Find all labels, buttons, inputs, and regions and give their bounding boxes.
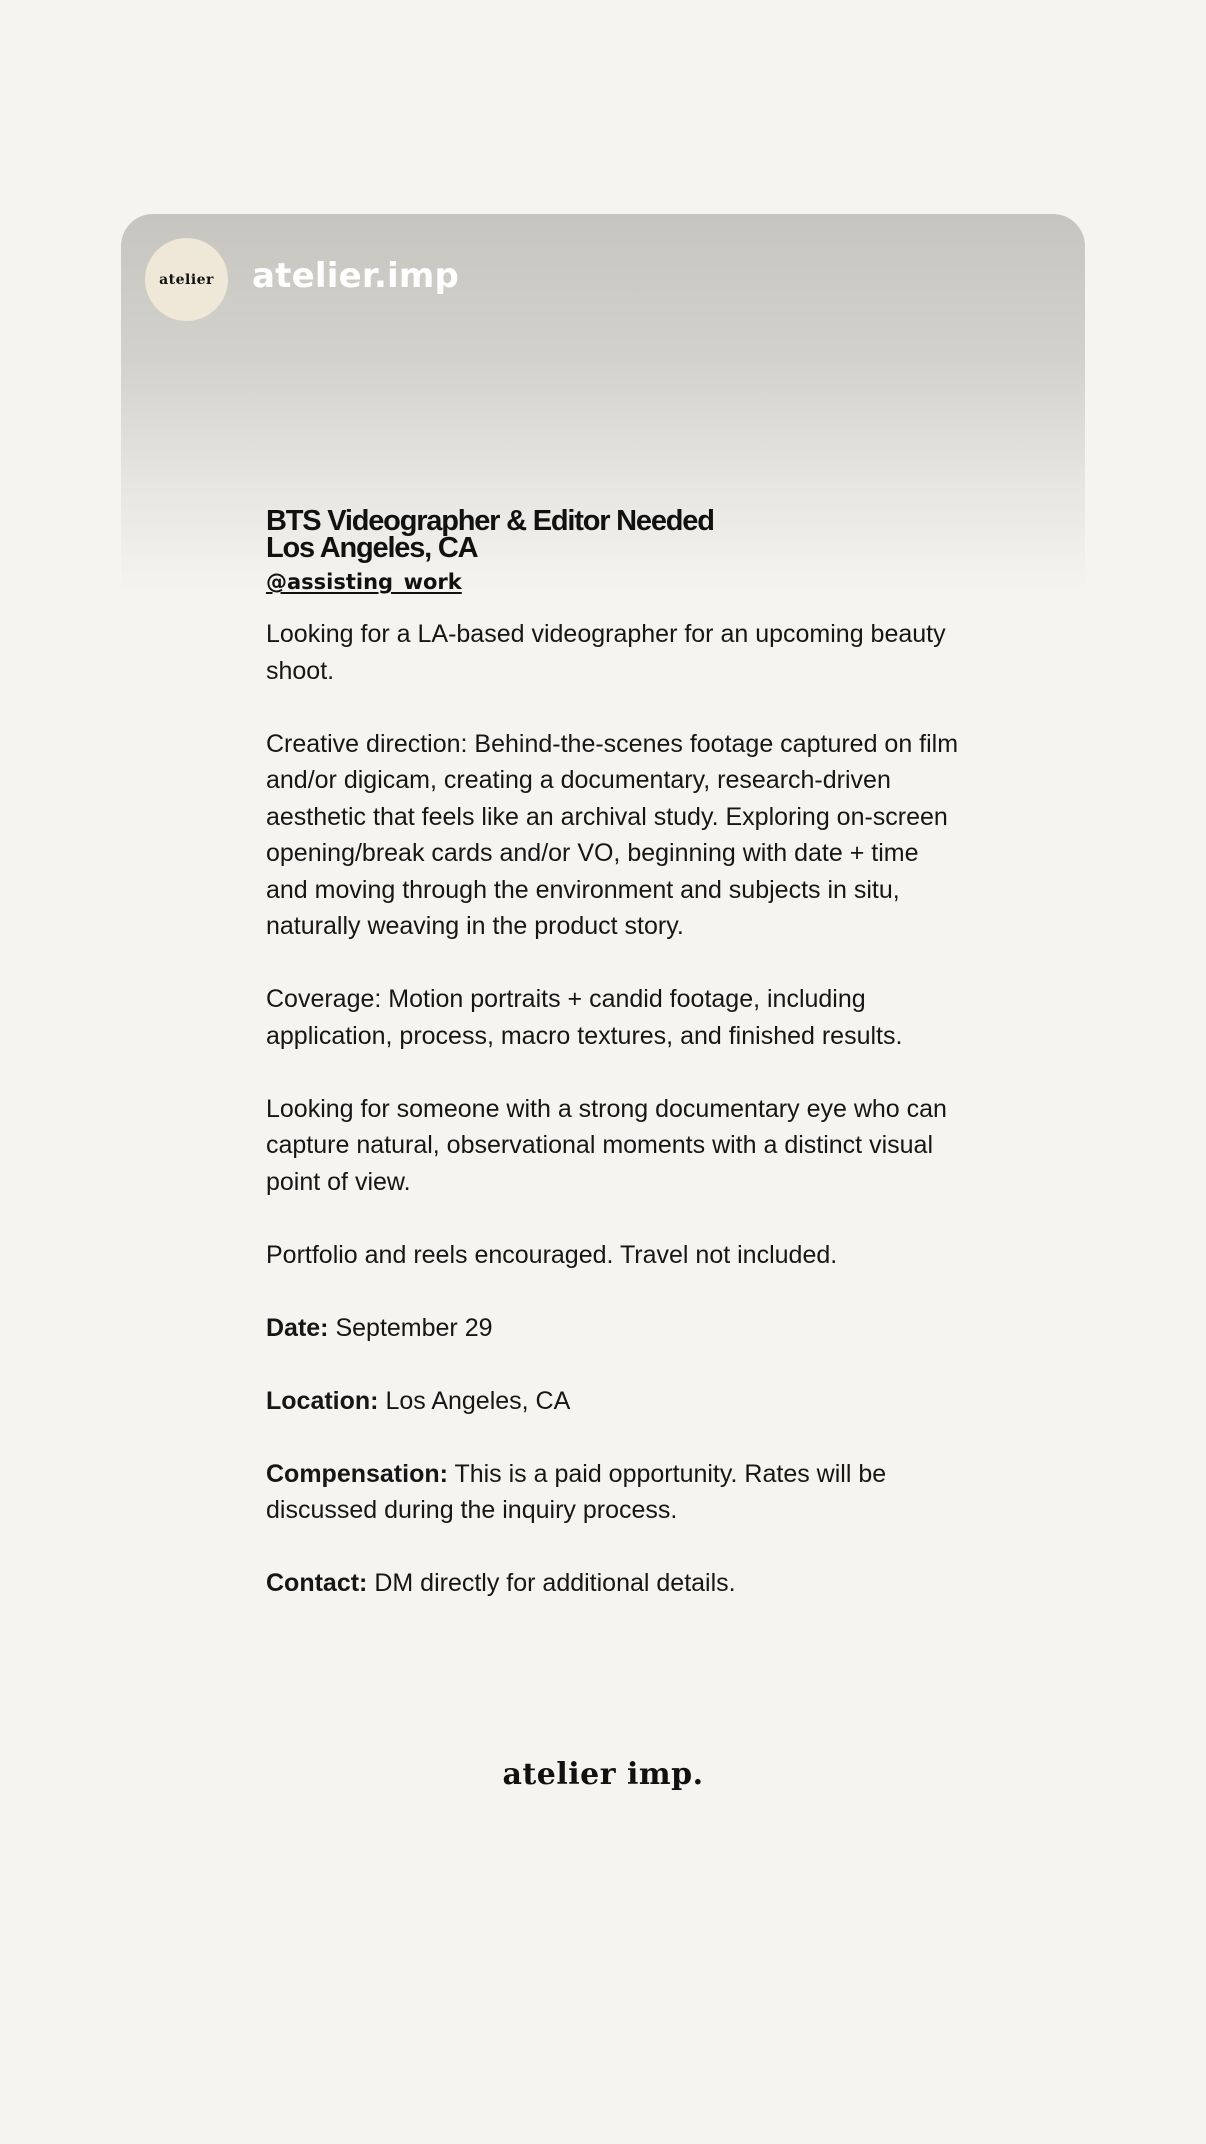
detail-date-label: Date:	[266, 1313, 329, 1342]
detail-compensation-value: This is a paid opportunity. Rates will be discussed during the inquiry process.	[266, 1459, 887, 1524]
post-title-line2: Los Angeles, CA	[266, 532, 478, 564]
detail-compensation	[266, 1456, 966, 1529]
detail-location-label: Location:	[266, 1386, 379, 1415]
detail-date	[266, 1310, 966, 1347]
avatar-logo: atelier	[159, 271, 214, 288]
footer-logo: atelier imp.	[502, 1757, 704, 1792]
detail-contact-value: DM directly for additional details.	[367, 1569, 736, 1597]
post-title	[266, 505, 966, 564]
paragraph-creative-direction: Creative direction: Behind-the-scenes footage captured on film and/or digicam, creating a documentary, research-driven aesthetic that feels like an archival study. Exploring on-screen opening/break cards and/or VO, beginning with date + time and moving through the environment and subjects in situ, naturally weaving in the product story.	[266, 729, 959, 940]
paragraph-coverage: Coverage: Motion portraits + candid footage, including application, process, macro textures, and finished results.	[266, 985, 903, 1050]
post-body	[266, 616, 966, 1602]
post-content	[266, 505, 966, 1602]
avatar[interactable]	[145, 238, 228, 321]
paragraph-intro: Looking for a LA-based videographer for an upcoming beauty shoot.	[266, 620, 946, 685]
detail-location-value: Los Angeles, CA	[378, 1386, 571, 1415]
detail-contact-label: Contact:	[266, 1569, 368, 1597]
handle-link[interactable]: @assisting_work	[266, 570, 462, 594]
detail-contact	[266, 1565, 966, 1602]
paragraph-portfolio: Portfolio and reels encouraged. Travel not included.	[266, 1240, 838, 1269]
detail-date-value: September 29	[328, 1313, 493, 1342]
detail-compensation-label: Compensation:	[266, 1459, 448, 1488]
post-title-line1: BTS Videographer & Editor Needed	[266, 505, 714, 537]
account-name[interactable]: atelier.imp	[252, 256, 460, 296]
detail-location	[266, 1383, 966, 1420]
paragraph-seeking: Looking for someone with a strong documentary eye who can capture natural, observational moments with a distinct visual point of view.	[266, 1094, 947, 1196]
